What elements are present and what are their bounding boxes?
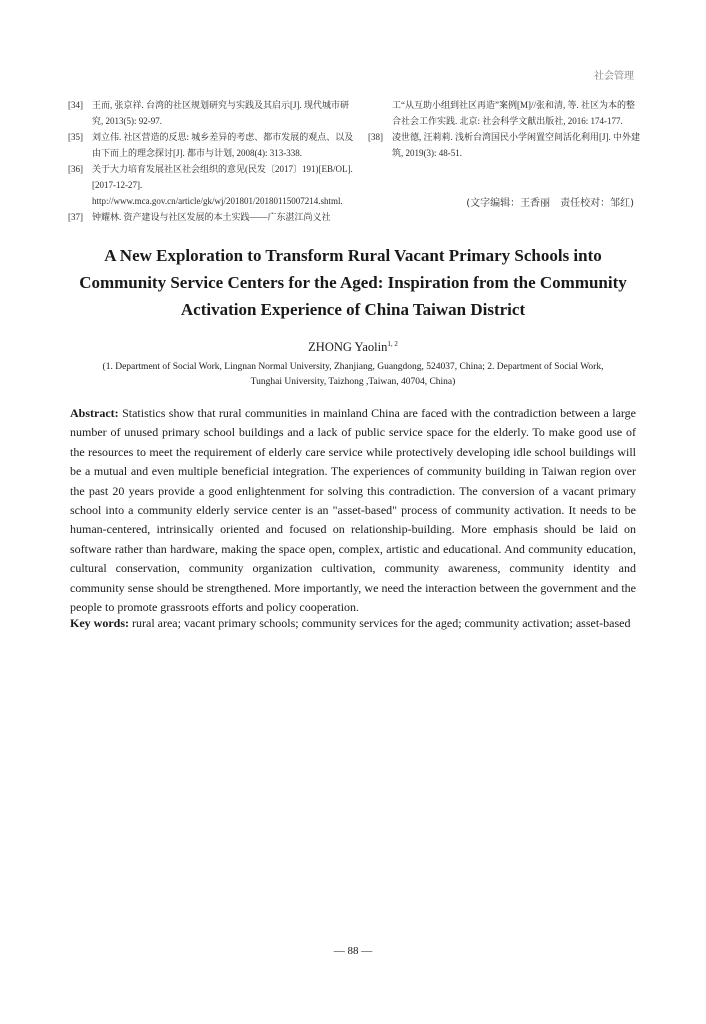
author-name: ZHONG Yaolin	[308, 340, 388, 355]
abstract-label: Abstract:	[70, 406, 119, 420]
reference-text: 王而, 张京祥. 台湾的社区规划研究与实践及其启示[J]. 现代城市研究, 2013(5): 92-97.	[92, 100, 349, 126]
reference-item	[68, 97, 354, 129]
keywords	[70, 614, 636, 633]
reference-number: [35]	[68, 132, 83, 142]
references-right-column	[368, 97, 640, 161]
reference-number: [36]	[68, 164, 83, 174]
reference-number: [37]	[68, 212, 83, 222]
author-affiliation-marker: 1, 2	[387, 340, 398, 348]
reference-continuation	[368, 97, 640, 129]
author-line	[70, 340, 636, 355]
reference-text: 工“从互助小组到社区再造”案例[M]//张和清, 等. 社区为本的整合社会工作实践. 北京: 社会科学文献出版社, 2016: 174-177.	[392, 100, 635, 126]
reference-item	[68, 161, 354, 209]
page-number: — 88 —	[333, 945, 373, 957]
keywords-text: rural area; vacant primary schools; community services for the aged; community activation; asset-based	[132, 616, 631, 630]
section-header: 社会管理	[594, 71, 634, 82]
reference-text: 凌世德, 汪莉莉. 浅析台湾国民小学闲置空间活化利用[J]. 中外建筑, 2019(3): 48-51.	[392, 132, 640, 158]
paper-title: A New Exploration to Transform Rural Vacant Primary Schools into Community Service Centers for the Aged: Inspiration from the Community Activation Experience of China Taiwan District	[79, 246, 627, 319]
reference-text: 钟耀林. 资产建设与社区发展的本土实践——广东湛江尚义社	[92, 212, 331, 222]
reference-item	[68, 209, 354, 225]
reference-item	[368, 129, 640, 161]
author-affiliation: (1. Department of Social Work, Lingnan Normal University, Zhanjiang, Guangdong, 524037, China; 2. Department of Social Work, Tunghai University, Taizhong ,Taiwan, 40704, China)	[102, 362, 604, 387]
abstract	[70, 404, 636, 617]
reference-item	[68, 129, 354, 161]
references-left-column	[68, 97, 354, 225]
reference-number: [38]	[368, 132, 383, 142]
abstract-text: Statistics show that rural communities in mainland China are faced with the contradiction between a large number of unused primary school buildings and a lack of public service space for the elderly. To make good use of the resources to meet the requirement of elderly care service while protectively developing idle school buildings will be a mutual and even multiple beneficial integration. The experiences of community building in Taiwan region over the past 20 years provide a good enlightenment for solving this contradiction. The conversion of a vacant primary school into a community elderly service center is an "asset-based" process of community activation. It needs to be human-centered, intrinsically oriented and focused on relationship-building. More emphasis should be laid on software rather than hardware, making the space open, complex, artistic and educational. And community education, cultural conservation, community organization cultivation, community awareness, community identity and community sense should be strengthened. More importantly, we need the interaction between the government and the people to promote grassroots efforts and policy cooperation.	[70, 406, 636, 615]
keywords-label: Key words:	[70, 616, 129, 630]
editor-credits: (文字编辑：王香丽 责任校对：邹红)	[466, 198, 634, 209]
reference-number: [34]	[68, 100, 83, 110]
reference-text: 刘立伟. 社区营造的反思: 城乡差异的考虑、都市发展的观点、以及由下而上的理念探讨[J]. 都市与计划, 2008(4): 313-338.	[92, 132, 354, 158]
reference-text: 关于大力培育发展社区社会组织的意见(民发〔2017〕191)[EB/OL]. [2017-12-27]. http://www.mca.gov.cn/article/gk/wj/201801/20180115007214.shtml.	[92, 164, 353, 206]
